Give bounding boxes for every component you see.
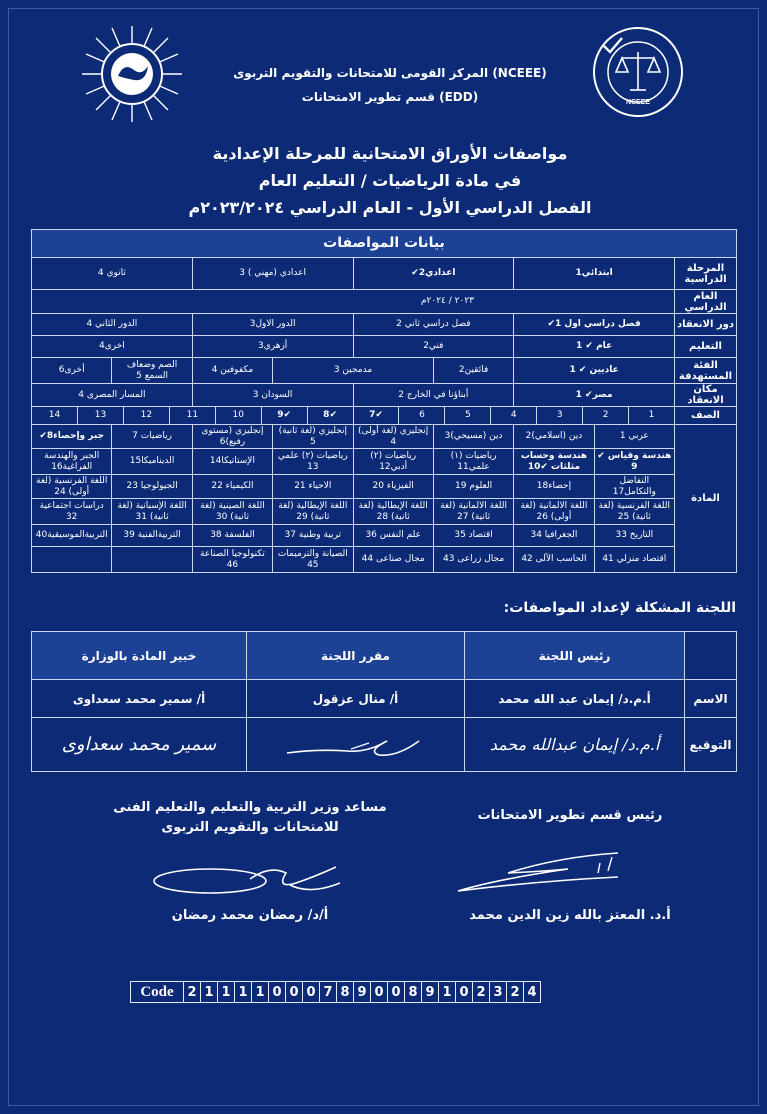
committee-heading: اللجنة المشكلة لإعداد المواصفات:	[503, 600, 736, 616]
education-general: عام ✔ 1	[514, 336, 675, 358]
name-label: الاسم	[685, 680, 737, 718]
education-technical: فني2	[353, 336, 514, 358]
target-other: أخرى6	[32, 358, 112, 384]
subject-cell: التاريخ 33	[594, 525, 674, 547]
footer-right-name: أ.د. المعتز بالله زين الدين محمد	[469, 908, 671, 923]
footer-left-signature	[150, 855, 350, 909]
place-sudan: السودان 3	[192, 384, 353, 407]
subject-cell: اللغة الفرنسية (لغة ثانية) 25	[594, 499, 674, 525]
stage-preparatory: اعدادي2✔	[353, 258, 514, 290]
stage-secondary: ثانوي 4	[32, 258, 193, 290]
code-digit: 2	[507, 982, 524, 1003]
grade-cell: 11	[169, 407, 215, 425]
subject-cell: الحاسب الآلى 42	[514, 547, 594, 573]
subject-cell: الصيانة والترميمات 45	[273, 547, 353, 573]
target-regular: عاديين ✔ 1	[514, 358, 675, 384]
grade-cell: 4	[491, 407, 537, 425]
target-integrated: مدمجين 3	[273, 358, 434, 384]
subject-cell: اللغة الصينية (لغة ثانية) 30	[192, 499, 272, 525]
subject-cell: الجغرافيا 34	[514, 525, 594, 547]
code-digit: 7	[320, 982, 337, 1003]
title-line3: الفصل الدراسي الأول - العام الدراسي ٢٠٢٣/٢٠٢٤م	[188, 198, 592, 217]
code-box	[130, 981, 541, 1003]
subject-cell: رياضيات 7	[112, 425, 192, 449]
code-label: Code	[131, 982, 184, 1003]
place-label: مكان الانعقاد	[675, 384, 737, 407]
name-rapporteur: أ/ منال عزقول	[247, 680, 465, 718]
signature-chair	[465, 718, 685, 772]
code-digit: 3	[490, 982, 507, 1003]
code-digit: 0	[388, 982, 405, 1003]
subject-cell: إنجليزي (لغة ثانية) 5	[273, 425, 353, 449]
code-digit: 4	[524, 982, 541, 1003]
ncee-logo	[592, 26, 684, 118]
subject-cell: الإستاتيكا14	[192, 449, 272, 475]
code-digit: 9	[354, 982, 371, 1003]
subject-cell: الاحياء 21	[273, 475, 353, 499]
subject-cell: الكيمياء 22	[192, 475, 272, 499]
subject-cell: التفاضل والتكامل17	[594, 475, 674, 499]
subject-cell: الجيولوجيا 23	[112, 475, 192, 499]
grade-cell: 6	[399, 407, 445, 425]
footer-right-signature	[448, 845, 638, 899]
grade-cell: ✔7	[353, 407, 399, 425]
subject-cell: دراسات اجتماعية 32	[32, 499, 112, 525]
code-digit: 8	[405, 982, 422, 1003]
education-label: التعليم	[675, 336, 737, 358]
code-digit: 0	[286, 982, 303, 1003]
year-label: العام الدراسي	[675, 290, 737, 314]
target-gifted: فائقين2	[433, 358, 513, 384]
code-digit: 9	[422, 982, 439, 1003]
subject-cell: رياضيات (٢) علمي 13	[273, 449, 353, 475]
subject-cell: التربيةالفنية 39	[112, 525, 192, 547]
subject-cell: إنجليزي (مستوى رفيع)6	[192, 425, 272, 449]
code-digit: 0	[371, 982, 388, 1003]
title-line2: في مادة الرياضيات / التعليم العام	[258, 171, 522, 190]
signature-rapporteur-scribble	[281, 723, 431, 763]
stage-primary: ابتدائي1	[514, 258, 675, 290]
grade-row	[32, 407, 737, 425]
stage-vocational: اعدادي (مهني ) 3	[192, 258, 353, 290]
grade-cell: 2	[583, 407, 629, 425]
header-dept-name: قسم تطوير الامتحانات (EDD)	[301, 90, 479, 104]
session-round1: الدور الاول3	[192, 314, 353, 336]
code-digit: 8	[337, 982, 354, 1003]
subject-cell: تكنولوجيا الصناعة 46	[192, 547, 272, 573]
code-digit: 0	[303, 982, 320, 1003]
session-term2: فصل دراسي ثاني 2	[353, 314, 514, 336]
signature-chair-text: أ.م.د/ إيمان عبدالله محمد	[489, 735, 660, 754]
target-deaf: الصم وضعاف السمع 5	[112, 358, 192, 384]
header-org-name: المركز القومى للامتحانات والتقويم التربوى (NCEEE)	[233, 66, 547, 80]
subject-cell: إنجليزي (لغة أولى) 4	[353, 425, 433, 449]
subject-cell: دين (اسلامي)2	[514, 425, 594, 449]
committee-table	[31, 631, 737, 772]
grade-cell: 5	[445, 407, 491, 425]
footer-left-name: أ/د/ رمضان محمد رمضان	[171, 908, 329, 923]
session-label: دور الانعقاد	[675, 314, 737, 336]
title-line1: مواصفات الأوراق الامتحانية للمرحلة الإعدادية	[212, 144, 568, 163]
role-rapporteur: مقرر اللجنة	[247, 632, 465, 680]
subject-cell: إحصاء18	[514, 475, 594, 499]
code-digit: 2	[473, 982, 490, 1003]
education-azhar: أزهري3	[192, 336, 353, 358]
subject-cell: اللغة الالمانية (لغة أولى) 26	[514, 499, 594, 525]
subject-cell: اللغة الإسبانية (لغة ثانية) 31	[112, 499, 192, 525]
subject-cell: مجال زراعى 43	[433, 547, 513, 573]
grade-cell: 3	[537, 407, 583, 425]
subject-cell: جبر وإحصاء8✔	[32, 425, 112, 449]
grade-cell: ✔8	[307, 407, 353, 425]
year-value: ٢٠٢٣ / ٢٠٢٤م	[32, 290, 675, 314]
subject-cell: دين (مسيحي)3	[433, 425, 513, 449]
code-digit: 0	[456, 982, 473, 1003]
grade-cell: 12	[123, 407, 169, 425]
subject-cell: الديناميكا15	[112, 449, 192, 475]
subject-cell: اقتصاد منزلي 41	[594, 547, 674, 573]
subject-cell: تربية وطنية 37	[273, 525, 353, 547]
footer-right-title: رئيس قسم تطوير الامتحانات	[477, 808, 663, 823]
place-egypt: مصر✔ 1	[514, 384, 675, 407]
target-label: الفئة المستهدفة	[675, 358, 737, 384]
code-digit: 1	[235, 982, 252, 1003]
code-digit: 1	[439, 982, 456, 1003]
footer-left-title-2: للامتحانات والتقويم التربوى	[161, 820, 339, 835]
grade-cell: 13	[78, 407, 124, 425]
subject-cell: اللغة الإيطالية (لغة ثانية) 28	[353, 499, 433, 525]
edd-logo	[78, 24, 186, 124]
name-chair: أ.م.د/ إيمان عبد الله محمد	[465, 680, 685, 718]
ncee-logo-text: NCEEE	[625, 99, 651, 106]
subject-cell	[32, 547, 112, 573]
name-expert: أ/ سمير محمد سعداوى	[32, 680, 247, 718]
code-digit: 2	[184, 982, 201, 1003]
subject-cell: اللغة الفرنسية (لغة أولى) 24	[32, 475, 112, 499]
code-digit: 1	[218, 982, 235, 1003]
subject-cell: هندسة وحساب مثلثات ✔10	[514, 449, 594, 475]
subject-cell: اقتصاد 35	[433, 525, 513, 547]
session-term1: فصل دراسي اول 1✔	[514, 314, 675, 336]
role-chair: رئيس اللجنة	[465, 632, 685, 680]
subject-cell: التربيةالموسيقية40	[32, 525, 112, 547]
grade-cell: 10	[215, 407, 261, 425]
specs-table	[31, 229, 737, 573]
grade-cell: 14	[32, 407, 78, 425]
specs-heading: بيانات المواصفات	[32, 230, 737, 258]
stage-label: المرحلة الدراسية	[675, 258, 737, 290]
place-abroad: أبناؤنا في الخارج 2	[353, 384, 514, 407]
grade-label: الصف	[675, 407, 737, 425]
subject-cell: الفيزياء 20	[353, 475, 433, 499]
signature-expert	[32, 718, 247, 772]
subject-label: المادة	[675, 425, 737, 573]
subject-cell: هندسة وقياس ✔ 9	[594, 449, 674, 475]
code-digit: 1	[201, 982, 218, 1003]
subject-cell: رياضيات (١) علمي11	[433, 449, 513, 475]
subject-cell: علم النفس 36	[353, 525, 433, 547]
subject-cell: العلوم 19	[433, 475, 513, 499]
subject-cell: الفلسفة 38	[192, 525, 272, 547]
education-other: اخرى4	[32, 336, 193, 358]
subject-cell: رياضيات (٢) أدبي12	[353, 449, 433, 475]
subject-cell: اللغة الالمانية (لغة ثانية) 27	[433, 499, 513, 525]
subject-cell: اللغة الإيطالية (لغة ثانية) 29	[273, 499, 353, 525]
subject-cell	[112, 547, 192, 573]
subject-cell: مجال صناعى 44	[353, 547, 433, 573]
subject-cell: الجبر والهندسة الفراغية16	[32, 449, 112, 475]
signature-rapporteur	[247, 718, 465, 772]
sign-label: التوقيع	[685, 718, 737, 772]
subject-cell: عربي 1	[594, 425, 674, 449]
session-round2: الدور الثاني 4	[32, 314, 193, 336]
code-digit: 0	[269, 982, 286, 1003]
code-digit: 1	[252, 982, 269, 1003]
place-egyptian-track: المسار المصرى 4	[32, 384, 193, 407]
target-blind: مكفوفين 4	[192, 358, 272, 384]
grade-cell: 1	[629, 407, 675, 425]
role-expert: خبير المادة بالوزارة	[32, 632, 247, 680]
signature-expert-text: سمير محمد سعداوى	[61, 734, 217, 755]
footer-left-title-1: مساعد وزير التربية والتعليم والتعليم الفنى	[113, 800, 387, 815]
grade-cell: ✔9	[261, 407, 307, 425]
